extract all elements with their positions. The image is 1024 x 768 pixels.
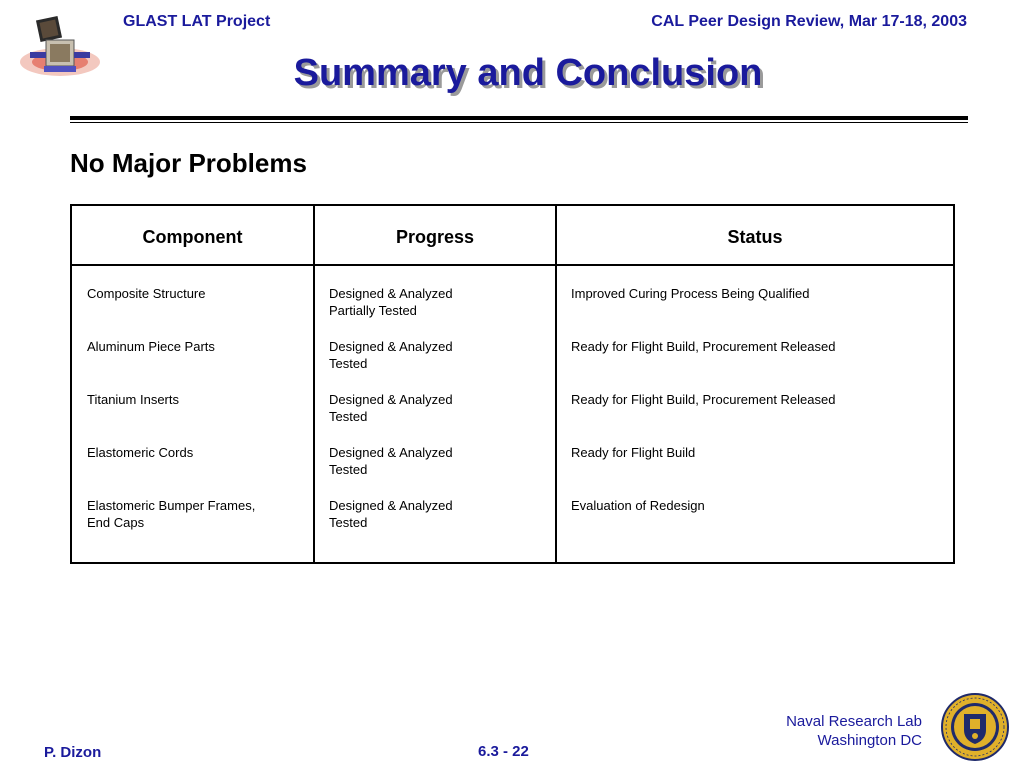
nrl-seal-logo xyxy=(940,692,1010,762)
cell-progress xyxy=(329,497,453,531)
org-line-1: Naval Research Lab xyxy=(786,713,922,730)
table-row-titanium-inserts xyxy=(87,391,179,408)
progress-line: Partially Tested xyxy=(329,303,417,318)
cell-component: Elastomeric Cords xyxy=(87,445,194,460)
cell-status: Improved Curing Process Being Qualified xyxy=(571,286,810,301)
footer-author: P. Dizon xyxy=(44,744,102,761)
cell-progress xyxy=(329,391,453,425)
cell-status: Evaluation of Redesign xyxy=(571,498,705,513)
progress-line: Tested xyxy=(329,356,368,371)
cell-component: End Caps xyxy=(87,515,145,530)
progress-line: Tested xyxy=(329,409,368,424)
cell-component: Elastomeric Bumper Frames, xyxy=(87,498,256,513)
cell-component: Composite Structure xyxy=(87,286,206,301)
subheading: No Major Problems xyxy=(70,148,307,178)
progress-line: Designed & Analyzed xyxy=(329,445,453,460)
cell-progress xyxy=(329,285,453,319)
cell-status: Ready for Flight Build xyxy=(571,445,696,460)
title-rule-thin xyxy=(70,122,968,123)
table-row-elastomeric-bumper-frames xyxy=(87,497,255,531)
cell-status: Ready for Flight Build, Procurement Released xyxy=(571,339,836,354)
table-divider xyxy=(313,206,315,562)
table-header-rule xyxy=(72,264,953,266)
summary-table xyxy=(70,204,955,564)
column-header-status: Status xyxy=(727,227,783,247)
org-line-2: Washington DC xyxy=(817,732,922,749)
progress-line: Designed & Analyzed xyxy=(329,498,453,513)
table-row-composite-structure xyxy=(87,285,206,302)
title-rule-thick xyxy=(70,116,968,120)
table-row-elastomeric-cords xyxy=(87,444,193,461)
progress-line: Designed & Analyzed xyxy=(329,339,453,354)
header-project: GLAST LAT Project xyxy=(123,13,271,30)
footer-page-number: 6.3 - 22 xyxy=(478,743,529,760)
page-title: Summary and Conclusion xyxy=(293,52,763,94)
progress-line: Tested xyxy=(329,462,368,477)
cell-component: Titanium Inserts xyxy=(87,392,179,407)
column-header-progress: Progress xyxy=(395,227,475,247)
cell-component: Aluminum Piece Parts xyxy=(87,339,215,354)
progress-line: Designed & Analyzed xyxy=(329,286,453,301)
cell-progress xyxy=(329,338,453,372)
footer-organization xyxy=(786,712,922,750)
header-review: CAL Peer Design Review, Mar 17-18, 2003 xyxy=(651,13,967,30)
cell-progress xyxy=(329,444,453,478)
table-row-aluminum-piece-parts xyxy=(87,338,215,355)
progress-line: Tested xyxy=(329,515,368,530)
progress-line: Designed & Analyzed xyxy=(329,392,453,407)
table-divider xyxy=(555,206,557,562)
cell-status: Ready for Flight Build, Procurement Released xyxy=(571,392,836,407)
column-header-component: Component xyxy=(142,227,243,247)
